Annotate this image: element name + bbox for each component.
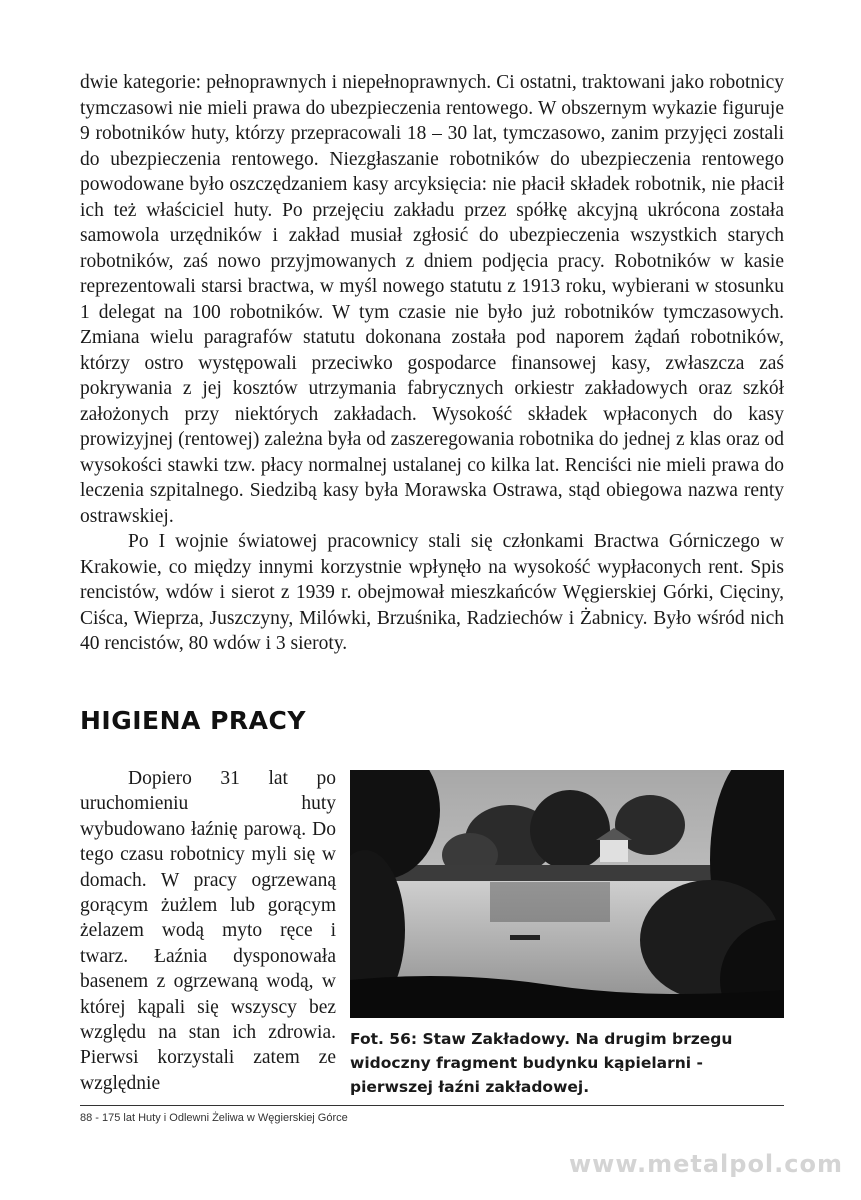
section-heading: HIGIENA PRACY <box>80 706 306 735</box>
footer-divider <box>80 1105 784 1106</box>
watermark: www.metalpol.com <box>568 1150 843 1178</box>
section-column-text: Dopiero 31 lat po uruchomieniu huty wybudowano łaźnię parową. Do tego czasu robotnicy myli się w domach. W pracy ogrzewaną gorącym żużlem lub gorącym żelazem wodą myto ręce i twarz. Łaźnia dysponowała basenem z ogrzewaną wodą, w której kąpali się wszyscy bez względu na stan ich zdrowia. Pierwsi korzystali zatem ze względnie <box>80 768 336 1094</box>
main-text <box>80 70 784 657</box>
paragraph-1: dwie kategorie: pełnoprawnych i niepełnoprawnych. Ci ostatni, traktowani jako robotnicy tymczasowi nie mieli prawa do ubezpieczenia rentowego. W obszernym wykazie figuruje 9 robotników huty, którzy przepracowali 18 – 30 lat, tymczasowo, zanim przyjęci zostali do ubezpieczenia rentowego. Niezgłaszanie robotników do ubezpieczenia rentowego powodowane było oszczędzaniem kasy arcyksięcia: nie płacił składek robotnik, nie płacił ich też właściciel huty. Po przejęciu zakładu przez spółkę akcyjną ukrócona została samowola urzędników i zakład musiał zgłosić do ubezpieczenia wszystkich starych robotników, zaś nowo przyjmowanych z dniem podjęcia pracy. Robotników w kasie reprezentowali starsi bractwa, w myśl nowego statutu z 1913 roku, wybierani w stosunku 1 delegat na 100 robotników. W tym czasie nie było już robotników tymczasowych. Zmiana wielu paragrafów statutu dokonana została pod naporem żądań robotników, którzy ostro występowali przeciwko gospodarce finansowej kasy, zwłaszcza zaś pokrywania z jej kosztów utrzymania fabrycznych orkiestr zakładowych oraz szkół założonych przy niektórych zakładach. Wysokość składek wpłaconych do kasy prowizyjnej (rentowej) zależna była od zaszeregowania robotnika do jednej z klas oraz od wysokości stawki tzw. płacy normalnej ustalanej co kilka lat. Renciści nie mieli prawa do leczenia szpitalnego. Siedzibą kasy była Morawska Ostrawa, stąd obiegowa nazwa renty ostrawskiej. <box>80 72 784 527</box>
pond-photo <box>350 770 784 1018</box>
page-footer: 88 - 175 lat Huty i Odlewni Żeliwa w Węgierskiej Górce <box>80 1112 348 1124</box>
paragraph-2: Po I wojnie światowej pracownicy stali się członkami Bractwa Górniczego w Krakowie, co między innymi korzystnie wpłynęło na wysokość wypłaconych rent. Spis rencistów, wdów i sierot z 1939 r. obejmował mieszkańców Węgierskiej Górki, Cięciny, Ciśca, Wieprza, Juszczyny, Milówki, Brzuśnika, Radziechów i Żabnicy. Było wśród nich 40 rencistów, 80 wdów i 3 sieroty. <box>80 531 784 654</box>
photo-caption: Fot. 56: Staw Zakładowy. Na drugim brzegu widoczny fragment budynku kąpielarni - pierwszej łaźni zakładowej. <box>350 1030 733 1096</box>
